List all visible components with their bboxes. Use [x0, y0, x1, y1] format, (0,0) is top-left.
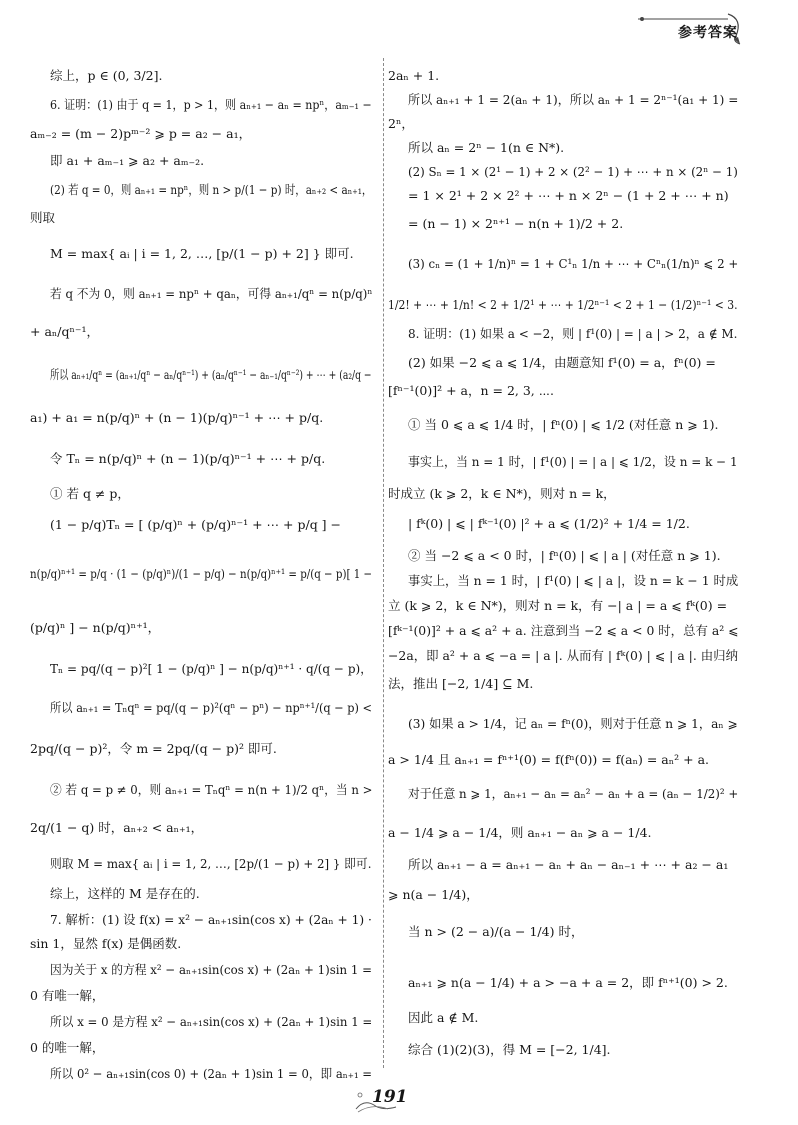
header-title: 参考答案: [678, 25, 738, 41]
right-line-12: ① 当 0 ⩽ a ⩽ 1/4 时，| fⁿ(0) | ⩽ 1/2 (对任意 n ⩾ 1).: [408, 417, 719, 432]
right-line-8: 1/2! + ⋯ + 1/n! < 2 + 1/2¹ + ⋯ + 1/2ⁿ⁻¹ < 2 + 1 − (1/2)ⁿ⁻¹ < 3.: [388, 297, 738, 312]
page-footer: [352, 1085, 422, 1115]
right-line-28: 当 n > (2 − a)/(a − 1/4) 时，: [408, 924, 584, 939]
left-line-3: 即 a₁ + aₘ₋₁ ⩾ a₂ + aₘ₋₂.: [50, 153, 205, 168]
left-line-16: Tₙ = pq/(q − p)²[ 1 − (p/q)ⁿ ] − n(p/q)ⁿ⁺¹ · q/(q − p)，: [50, 661, 373, 676]
left-line-13: (1 − p/q)Tₙ = [ (p/q)ⁿ + (p/q)ⁿ⁻¹ + ⋯ + p/q ] −: [50, 517, 341, 532]
left-line-11: 令 Tₙ = n(p/q)ⁿ + (n − 1)(p/q)ⁿ⁻¹ + ⋯ + p/q.: [50, 451, 326, 466]
left-line-1: 6. 证明：(1) 由于 q = 1，p > 1，则 aₙ₊₁ − aₙ = npⁿ，aₘ₋₁ −: [50, 97, 372, 112]
right-line-1: 所以 aₙ₊₁ + 1 = 2(aₙ + 1)，所以 aₙ + 1 = 2ⁿ⁻¹(a₁ + 1) =: [408, 92, 739, 107]
right-line-4: (2) Sₙ = 1 × (2¹ − 1) + 2 × (2² − 1) + ⋯ + n × (2ⁿ − 1): [408, 164, 738, 179]
left-line-19: ② 若 q = p ≠ 0，则 aₙ₊₁ = Tₙqⁿ = n(n + 1)/2 qⁿ，当 n >: [50, 782, 373, 797]
right-line-14: 时成立 (k ⩾ 2，k ∈ N*)，则对 n = k，: [388, 486, 616, 501]
left-line-14: n(p/q)ⁿ⁺¹ = p/q · (1 − (p/q)ⁿ)/(1 − p/q) − n(p/q)ⁿ⁺¹ = p/(q − p)[ 1 −: [30, 566, 373, 581]
right-line-30: 因此 a ∉ M.: [408, 1010, 479, 1025]
left-line-9: 所以 aₙ₊₁/qⁿ = (aₙ₊₁/qⁿ − aₙ/qⁿ⁻¹) + (aₙ/qⁿ⁻¹ − aₙ₋₁/qⁿ⁻²) + ⋯ + (a₂/q −: [50, 367, 372, 382]
left-line-18: 2pq/(q − p)²，令 m = 2pq/(q − p)² 即可.: [30, 741, 277, 756]
right-line-19: [fᵏ⁻¹(0)]² + a ⩽ a² + a. 注意到当 −2 ⩽ a < 0 时，总有 a² ⩽: [388, 623, 739, 638]
right-line-11: [fⁿ⁻¹(0)]² + a，n = 2, 3, ⋯.: [388, 383, 554, 398]
right-line-25: a − 1/4 ⩾ a − 1/4，则 aₙ₊₁ − aₙ ⩾ a − 1/4.: [388, 825, 652, 840]
left-line-29: 所以 0² − aₙ₊₁sin(cos 0) + (2aₙ + 1)sin 1 = 0，即 aₙ₊₁ =: [50, 1066, 373, 1081]
left-line-20: 2q/(1 − q) 时，aₙ₊₂ < aₙ₊₁，: [30, 820, 204, 835]
right-line-0: 2aₙ + 1.: [388, 68, 440, 83]
left-line-6: M = max{ aᵢ | i = 1, 2, …, [p/(1 − p) + 2] } 即可.: [50, 246, 354, 261]
left-line-26: 0 有唯一解，: [30, 988, 105, 1003]
column-divider: [383, 58, 384, 1068]
left-line-8: + aₙ/qⁿ⁻¹，: [30, 324, 100, 339]
right-line-20: −2a，即 a² + a ⩽ −a = | a |. 从而有 | fᵏ(0) | ⩽ | a |. 由归纳: [388, 648, 739, 663]
right-line-15: | fᵏ(0) | ⩽ | fᵏ⁻¹(0) |² + a ⩽ (1/2)² + 1/4 = 1/2.: [408, 516, 690, 531]
left-line-27: 所以 x = 0 是方程 x² − aₙ₊₁sin(cos x) + (2aₙ + 1)sin 1 =: [50, 1014, 373, 1029]
left-line-10: a₁) + a₁ = n(p/q)ⁿ + (n − 1)(p/q)ⁿ⁻¹ + ⋯ + p/q.: [30, 410, 324, 425]
right-line-10: (2) 如果 −2 ⩽ a ⩽ 1/4，由题意知 f¹(0) = a，fⁿ(0) =: [408, 355, 716, 370]
left-line-17: 所以 aₙ₊₁ = Tₙqⁿ = pq/(q − p)²(qⁿ − pⁿ) − npⁿ⁺¹/(q − p) <: [50, 700, 372, 715]
left-line-23: 7. 解析：(1) 设 f(x) = x² − aₙ₊₁sin(cos x) + (2aₙ + 1) ·: [50, 912, 372, 927]
right-line-7: (3) cₙ = (1 + 1/n)ⁿ = 1 + C¹ₙ 1/n + ⋯ + Cⁿₙ(1/n)ⁿ ⩽ 2 +: [408, 256, 739, 271]
right-line-26: 所以 aₙ₊₁ − a = aₙ₊₁ − aₙ + aₙ − aₙ₋₁ + ⋯ + a₂ − a₁: [408, 857, 729, 872]
left-line-15: (p/q)ⁿ ] − n(p/q)ⁿ⁺¹，: [30, 620, 161, 635]
right-line-18: 立 (k ⩾ 2，k ∈ N*)，则对 n = k，有 −| a | = a ⩽ fᵏ(0) =: [388, 598, 728, 613]
left-line-24: sin 1，显然 f(x) 是偶函数.: [30, 936, 182, 951]
right-line-5: = 1 × 2¹ + 2 × 2² + ⋯ + n × 2ⁿ − (1 + 2 + ⋯ + n): [408, 188, 729, 203]
right-line-2: 2ⁿ，: [388, 116, 414, 131]
left-line-2: aₘ₋₂ = (m − 2)pᵐ⁻² ⩾ p = a₂ − a₁，: [30, 126, 252, 141]
right-line-27: ⩾ n(a − 1/4)，: [388, 887, 479, 902]
right-line-13: 事实上，当 n = 1 时，| f¹(0) | = | a | ⩽ 1/2，设 n = k − 1: [408, 454, 738, 469]
right-line-17: 事实上，当 n = 1 时，| f¹(0) | ⩽ | a |，设 n = k − 1 时成: [408, 573, 739, 588]
left-line-25: 因为关于 x 的方程 x² − aₙ₊₁sin(cos x) + (2aₙ + 1)sin 1 =: [50, 962, 372, 977]
left-line-5: 则取: [30, 210, 56, 225]
left-line-28: 0 的唯一解，: [30, 1040, 105, 1055]
right-line-6: = (n − 1) × 2ⁿ⁺¹ − n(n + 1)/2 + 2.: [408, 216, 624, 231]
left-line-21: 则取 M = max{ aᵢ | i = 1, 2, …, [2p/(1 − p) + 2] } 即可.: [50, 856, 372, 871]
right-line-29: aₙ₊₁ ⩾ n(a − 1/4) + a > −a + a = 2，即 fⁿ⁺¹(0) > 2.: [408, 975, 728, 990]
right-line-22: (3) 如果 a > 1/4，记 aₙ = fⁿ(0)，则对于任意 n ⩾ 1，aₙ ⩾: [408, 716, 738, 731]
left-line-0: 综上，p ∈ (0, 3/2].: [50, 68, 163, 83]
right-line-3: 所以 aₙ = 2ⁿ − 1(n ∈ N*).: [408, 140, 565, 155]
right-line-24: 对于任意 n ⩾ 1，aₙ₊₁ − aₙ = aₙ² − aₙ + a = (aₙ − 1/2)² +: [408, 786, 739, 801]
right-line-16: ② 当 −2 ⩽ a < 0 时，| fⁿ(0) | ⩽ | a | (对任意 n ⩾ 1).: [408, 548, 721, 563]
left-line-22: 综上，这样的 M 是存在的.: [50, 886, 200, 901]
right-line-21: 法，推出 [−2, 1/4] ⊆ M.: [388, 676, 534, 691]
right-line-23: a > 1/4 且 aₙ₊₁ = fⁿ⁺¹(0) = f(fⁿ(0)) = f(aₙ) = aₙ² + a.: [388, 752, 710, 767]
left-line-7: 若 q 不为 0，则 aₙ₊₁ = npⁿ + qaₙ，可得 aₙ₊₁/qⁿ = n(p/q)ⁿ: [50, 286, 373, 301]
left-line-4: (2) 若 q = 0，则 aₙ₊₁ = npⁿ，则 n > p/(1 − p) 时，aₙ₊₂ < aₙ₊₁，: [50, 182, 373, 197]
right-line-31: 综合 (1)(2)(3)，得 M = [−2, 1/4].: [408, 1042, 611, 1057]
right-line-9: 8. 证明：(1) 如果 a < −2，则 | f¹(0) | = | a | > 2，a ∉ M.: [408, 326, 738, 341]
page-number: 191: [372, 1087, 408, 1107]
page-header: [628, 10, 758, 50]
left-line-12: ① 若 q ≠ p，: [50, 486, 130, 501]
